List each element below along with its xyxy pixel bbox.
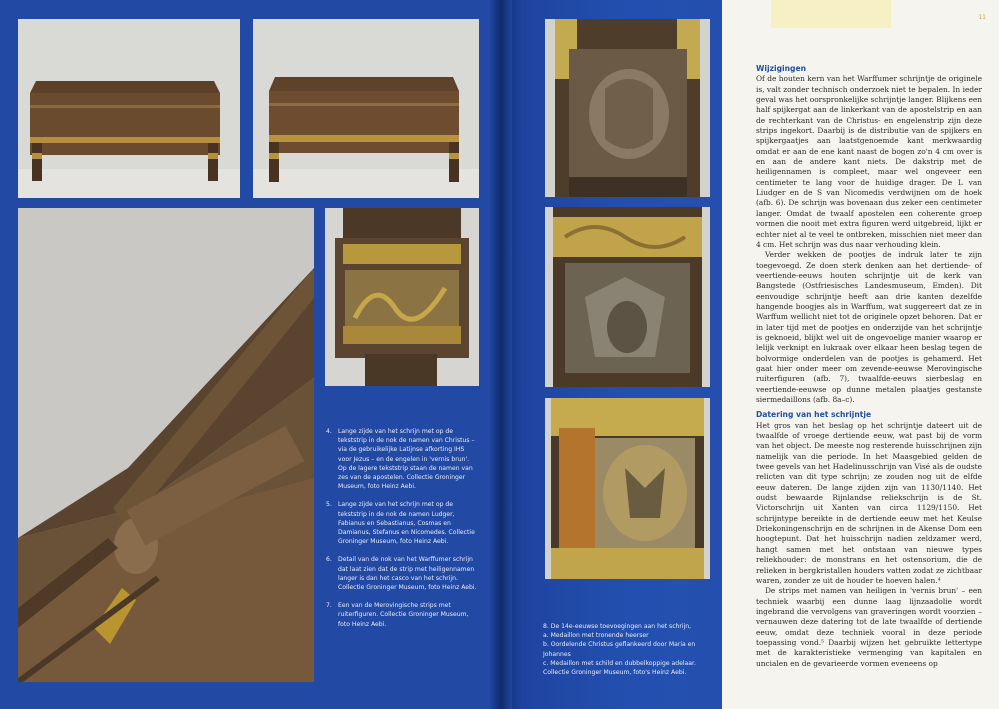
roof-ridge-detail-photo <box>18 208 314 682</box>
reliquary-photo-icon <box>18 19 240 198</box>
medallion-photo-c <box>545 398 710 579</box>
reliquary-photo-icon <box>253 19 479 198</box>
caption-number: 4. <box>326 428 332 435</box>
caption-8b: b. Oordelende Christus geflankeerd door Maria en Johannes <box>543 641 696 658</box>
page-number: 11 <box>978 14 986 21</box>
caption-6 <box>326 555 478 592</box>
left-captions <box>326 427 478 638</box>
article-paragraph: Verder wekken de pootjes de indruk later te zijn toegevoegd. Ze doen sterk denken aan het dertiende- of veertiende-eeuws houten schrijntje uit de kerk van Bangstede (Ostfriesisches Landesmuseum, Emden). Dit eenvoudige schrijntje heeft aan drie kanten dezelfde hangende boogjes als in Warffum, wat suggereert dat ze in Warffum wellicht niet tot de originele opzet behoren. Dat er in later tijd met de pootjes en onderzijde van het schrijntje is geknoeid, blijkt wel uit de ongevoelige manier waarop er lelijk verknipt en lukraak over elkaar heen beslag tegen de bolvormige onderdelen van de pootjes is gehamerd. Het gaat hier onder meer om zevende-eeuwse Merovingische ruiterfiguren (afb. 7), twaalfde-eeuws sierbeslag en veertiende-eeuwse op dunne metalen plaatjes gestanste siermedaillons (afb. 8a–c). <box>756 250 982 404</box>
merovingian-strip-photo <box>325 208 479 386</box>
medallion-photo-icon <box>545 398 710 579</box>
medallion-photo-a <box>545 19 710 197</box>
caption-number: 5. <box>326 501 332 509</box>
middle-caption <box>543 622 711 677</box>
section-heading-datering: Datering van het schrijntje <box>756 410 872 420</box>
reliquary-photo-right <box>253 19 479 198</box>
reliquary-photo-left <box>18 19 240 198</box>
caption-number: 7. <box>326 602 332 610</box>
caption-4 <box>326 427 478 491</box>
caption-8a: a. Medaillon met tronende heerser <box>543 632 649 640</box>
section-heading-wijzigingen: Wijzigingen <box>756 64 807 73</box>
medallion-photo-icon <box>545 207 710 387</box>
caption-text: Lange zijde van het schrijn met op de tekststrip in de nok de namen Ludger, Fabianus en Sebastianus, Cosmas en Damianus, Stefanus en Nicomedes. Collectie Groninger Museum, foto Heinz Aebi. <box>338 501 475 546</box>
caption-8: 8. De 14e-eeuwse toevoegingen aan het schrijn, <box>543 623 692 630</box>
article-body <box>756 64 982 669</box>
caption-7 <box>326 601 478 629</box>
sticky-note <box>771 0 891 28</box>
wood-detail-photo-icon <box>18 208 314 682</box>
article-paragraph: De strips met namen van heiligen in 'vernis brun' – een techniek waarbij een dunne laag lijnzaadolie wordt ingebrand die vervolgens van graveringen wordt voorzien – vernauwen deze datering tot de late twaalfde of dertiende eeuw, omdat deze techniek vooral in deze periode toepassing vond.⁵ Daarbij wijzen het gebruikte lettertype met de karakteristieke vermenging van kapitalen en uncialen en de gevarieerde vormen eveneens op <box>756 586 982 668</box>
caption-5 <box>326 500 478 546</box>
medallion-photo-icon <box>545 19 710 197</box>
article-paragraph: Het gros van het beslag op het schrijntje dateert uit de twaalfde of vroege dertiende eeuw, wat past bij de vorm van het object. De meeste nog resterende huisschrijnen zijn namelijk van die periode. In het Maasgebied gelden de twee gevels van het Hadelinusschrijn van Visé als de oudste relicten van dit type schrijn; ze zouden nog uit de elfde eeuw dateren. De lange zijden zijn van 1130/1140. Het oudst bewaarde Rijnlandse reliekschrijn is de St. Victorschrijn uit Xanten van circa 1129/1150. Het schrijntype bereikte in de dertiende eeuw met het Keulse Driekoningenschrijn en de schrijnen in de Akense Dom een hoogtepunt. Dat het huisschrijn nadien zeldzamer werd, hangt samen met het ontstaan van nieuwe types reliekhouder: de monstrans en het ostensorium, die de relieken in bergkristallen houders vatten zodat ze zichtbaar waren, zonder ze uit de houder te hoeven halen.⁴ <box>756 420 982 585</box>
caption-8c: c. Medaillon met schild en dubbelkoppige adelaar. Collectie Groninger Museum, foto's Heinz Aebi. <box>543 659 696 677</box>
metal-strip-photo-icon <box>325 208 479 386</box>
caption-number: 6. <box>326 556 332 564</box>
article-paragraph: Of de houten kern van het Warffumer schrijntje de originele is, valt zonder technisch onderzoek niet te bepalen. In ieder geval was het oorspronkelijke schrijntje langer. Blijkens een half spijkergat aan de linkerkant van de apostelstrip en aan de rechterkant van de Christus- en engelenstrip zijn deze strips ingekort. Daarbij is de distributie van de spijkers en spijkergaatjes aan laatstgenoemde kant merkwaardig omdat er aan de ene kant naast de bogen zo'n 4 cm over is en aan de andere kant niets. De dakstrip met de heiligennamen is compleet, maar wel ongeveer een centimeter te lang voor de huidige drager. De L van Liudger en de S van Nicomedis verdwijnen om de hoek (afb. 6). De schrijn was bovenaan dus zeker een centimeter langer. Omdat de twaalf apostelen een coherente groep vormen die nooit met extra figuren werd uitgebreid, lijkt er echter niet al te veel te ontbreken, misschien niet meer dan 4 cm. Het schrijn was dus naar verhouding klein. <box>756 74 982 249</box>
medallion-photo-b <box>545 207 710 387</box>
book-gutter <box>490 0 512 709</box>
caption-text: Detail van de nok van het Warffumer schrijn dat laat zien dat de strip met heiligennamen langer is dan het casco van het schrijn. Collectie Groninger Museum, foto Heinz Aebi. <box>338 556 477 592</box>
caption-text: Een van de Merovingische strips met ruiterfiguren. Collectie Groninger Museum, foto Heinz Aebi. <box>338 602 469 628</box>
caption-text: Lange zijde van het schrijn met op de tekststrip in de nok de namen van Christus – via de gebruikelijke Latijnse afkorting IHS voor Jezus – en de engelen in 'vernis brun'. Op de lagere tekststrip staan de namen van zes van de apostelen. Collectie Groninger Museum, foto Heinz Aebi. <box>338 428 475 491</box>
